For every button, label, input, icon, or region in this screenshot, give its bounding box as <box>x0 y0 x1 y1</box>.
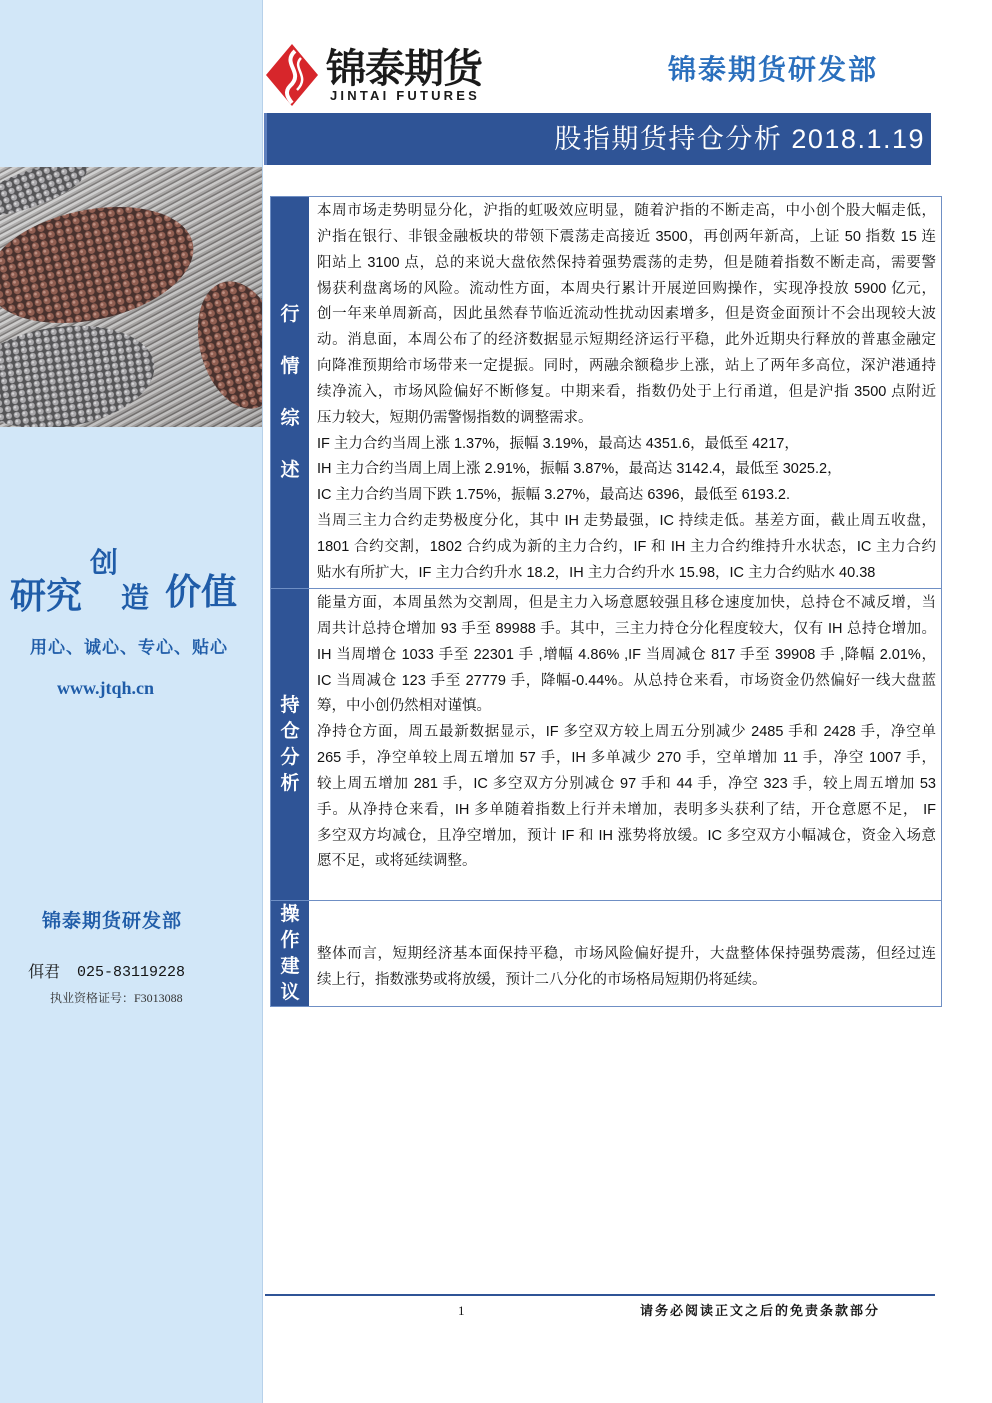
text-line: 愿不足，或将延续调整。 <box>317 853 477 870</box>
page-number: 1 <box>458 1303 465 1318</box>
text-line: 能量方面，本周虽然为交割周，但是主力入场意愿较强且移仓速度加快，总持仓不减反增，当 <box>317 595 936 611</box>
label-char: 析 <box>280 772 300 794</box>
market-overview-text <box>309 197 941 588</box>
text-line: 265 手，净空单较上周五增加 57 手，IH 多单减少 270 手，空单增加 11 手，净空 1007 手， <box>317 750 936 767</box>
text-line: 手。从净持仓来看，IH 多单随着指数上行并未增加，表明多头获利了结，开仓意愿不足， IF <box>317 801 936 818</box>
sidebar-motto: 用心、诚心、专心、贴心 <box>30 638 228 657</box>
slogan-research: 研究 <box>10 575 83 616</box>
operation-advice-label <box>271 901 309 1006</box>
text-line: 沪指在银行、非银金融板块的带领下震荡走高接近 3500，再创两年新高，上证 50 指数 15 连 <box>317 228 936 245</box>
position-analysis-text <box>309 589 941 900</box>
analyst-name: 佴君 <box>28 964 61 981</box>
label-char: 建 <box>280 955 300 977</box>
title-bar <box>264 113 931 165</box>
label-char: 操 <box>280 903 300 925</box>
text-line: IC 主力合约当周下跌 1.75%，振幅 3.27%，最高达 6396，最低至 6193.2. <box>317 487 791 504</box>
logo-text-cn: 锦泰期货 <box>326 45 482 92</box>
website-link[interactable]: www.jtqh.cn <box>57 678 155 698</box>
label-char: 综 <box>280 407 300 429</box>
text-line: 周共计总持仓增加 93 手至 89988 手。其中，三主力持仓分化程度较大，仅有 IH 总持仓增加。 <box>317 620 936 637</box>
slogan-make: 造 <box>121 582 150 613</box>
text-line: 惕获利盘离场的风险。流动性方面，本周央行累计开展逆回购操作，实现净投放 5900 亿元， <box>317 280 936 297</box>
slogan-value: 价值 <box>165 571 238 612</box>
department-header: 锦泰期货研发部 <box>668 54 879 85</box>
sidebar-department: 锦泰期货研发部 <box>42 911 183 932</box>
text-line: 创一年来单周新高，因此虽然春节临近流动性扰动因素增多，但是资金面预计不会出现较大波 <box>317 306 936 323</box>
label-char: 述 <box>280 459 300 481</box>
text-line: IF 主力合约当周上涨 1.37%，振幅 3.19%，最高达 4351.6，最低至 4217， <box>317 435 799 452</box>
operation-advice-row <box>271 900 941 1006</box>
text-line: 动。消息面，本周公布了的经济数据显示短期经济运行平稳，此外近期央行释放的普惠金融定 <box>317 332 936 349</box>
label-char: 作 <box>280 929 300 951</box>
jintai-logo-icon <box>264 42 320 108</box>
text-line: 1801 合约交割，1802 合约成为新的主力合约，IF 和 IH 主力合约维持升水状态，IC 主力合约 <box>317 538 936 555</box>
analyst-license: 执业资格证号：F3013088 <box>50 991 183 1005</box>
label-char: 仓 <box>280 720 300 742</box>
operation-advice-text <box>309 901 941 1006</box>
text-line: 阳站上 3100 点，总的来说大盘依然保持着强势震荡的走势，但是随着指数不断走高，需要警 <box>317 254 936 271</box>
text-line: 筹，中小创仍然相对谨慎。 <box>317 698 491 715</box>
label-char: 分 <box>280 746 300 768</box>
disclaimer-note: 请务必阅读正文之后的免责条款部分 <box>640 1303 881 1318</box>
text-line: 本周市场走势明显分化，沪指的虹吸效应明显，随着沪指的不断走高，中小创个股大幅走低， <box>317 203 936 219</box>
text-line: 向降准预期给市场带来一定提振。同时，两融余额稳步上涨，站上了两年多高位，深沪港通持 <box>317 358 936 375</box>
text-line: 压力较大，短期仍需警惕指数的调整需求。 <box>317 409 593 426</box>
analysis-table <box>270 196 942 1007</box>
text-line: 当周三主力合约走势极度分化，其中 IH 走势最强，IC 持续走低。基差方面，截止周五收盘， <box>317 513 936 530</box>
text-line: IH 主力合约当周上周上涨 2.91%，振幅 3.87%，最高达 3142.4，最低至 3025.2， <box>317 461 842 478</box>
text-line: 续上行，指数涨势或将放缓，预计二八分化的市场格局短期仍将延续。 <box>317 971 767 988</box>
text-line: 多空双方均减仓，且净空增加，预计 IF 和 IH 涨势将放缓。IC 多空双方小幅减仓，资金入场意 <box>317 827 936 844</box>
label-char: 情 <box>280 355 300 377</box>
footer-divider <box>265 1294 935 1296</box>
text-line: IC 当周减仓 123 手至 27779 手，降幅-0.44%。从总持仓来看，市场资金仍然偏好一线大盘蓝 <box>317 672 936 689</box>
analyst-phone: 025-83119228 <box>77 964 186 981</box>
text-line: 续净流入，市场风险偏好不断修复。中期来看，指数仍处于上行甬道，但是沪指 3500 点附近 <box>317 383 936 400</box>
text-line: IH 当周增仓 1033 手至 22301 手 ,增幅 4.86% ,IF 当周减仓 817 手至 39908 手 ,降幅 2.01%， <box>317 646 936 663</box>
label-char: 行 <box>280 303 300 325</box>
steel-rebar-photo <box>0 167 262 427</box>
label-char: 持 <box>280 694 300 716</box>
market-overview-row <box>271 197 941 588</box>
position-analysis-label <box>271 589 309 900</box>
report-title: 股指期货持仓分析 2018.1.19 <box>554 124 925 154</box>
text-line: 净持仓方面，周五最新数据显示，IF 多空双方较上周五分别减少 2485 手和 2428 手，净空单 <box>317 724 936 741</box>
text-line: 较上周五增加 281 手，IC 多空双方分别减仓 97 手和 44 手，净空 323 手，较上周五增加 53 <box>317 775 936 792</box>
market-overview-label <box>271 197 309 588</box>
text-line: 贴水有所扩大，IF 主力合约升水 18.2，IH 主力合约升水 15.98，IC 主力合约贴水 40.38 <box>317 564 876 581</box>
text-line: 整体而言，短期经济基本面保持平稳，市场风险偏好提升，大盘整体保持强势震荡，但经过连 <box>317 946 936 962</box>
slogan-create: 创 <box>90 547 119 578</box>
position-analysis-row <box>271 588 941 900</box>
logo-text-en: JINTAI FUTURES <box>330 88 481 103</box>
label-char: 议 <box>280 981 300 1003</box>
